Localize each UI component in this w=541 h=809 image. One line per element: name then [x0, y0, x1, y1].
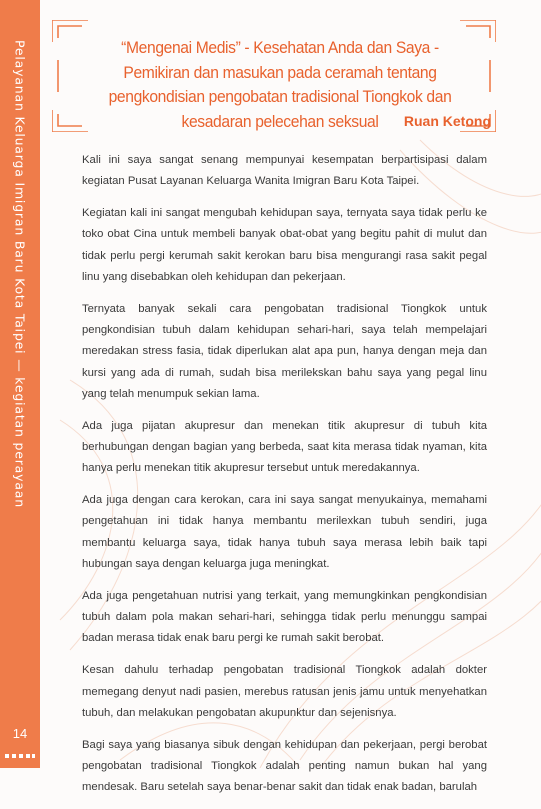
paragraph: Kali ini saya sangat senang mempunyai kesempatan berpartisipasi dalam kegiatan Pusat Layanan Keluarga Wanita Imigran Baru Kota Taipei. [82, 154, 487, 188]
paragraph: Ada juga pijatan akupresur dan menekan titik akupresur di tubuh kita berhubungan dengan bagian yang berbeda, saat kita merasa tidak nyaman, kita hanya perlu menekan titik akupresur tersebut untuk meredakannya. [82, 419, 487, 475]
paragraph: Ternyata banyak sekali cara pengobatan tradisional Tiongkok untuk pengkondisian tubuh dalam kehidupan sehari-hari, saya telah mempelajari meredakan stress fasia, tidak diperlukan alat apa pun, hanya dengan meja dan kursi yang ada di rumah, sudah bisa merilekskan bahu saya yang pegal linu yang telah menumpuk sekian lama. [82, 302, 487, 400]
paragraph: Ada juga pengetahuan nutrisi yang terkait, yang memungkinkan pengkondisian tubuh dalam pola makan sehari-hari, sehingga tidak perlu menunggu sampai badan merasa tidak enak baru pergi ke rumah sakit berobat. [82, 589, 487, 645]
author-name: Ruan Ketong [403, 113, 491, 129]
article-title: “Mengenai Medis” - Kesehatan Anda dan Saya - Pemikiran dan masukan pada ceramah tentang pengkondisian pengobatan tradisional Tiongkok dan kesadaran pelecehan seksual [108, 38, 452, 131]
paragraph: Bagi saya yang biasanya sibuk dengan kehidupan dan pekerjaan, pergi berobat pengobatan tradisional Tiongkok adalah penting namun bukan hal yang mendesak. Baru setelah saya benar-benar sakit dan tidak enak badan, barulah [82, 738, 487, 794]
side-bar [0, 0, 40, 768]
paragraph: Kesan dahulu terhadap pengobatan tradisional Tiongkok adalah dokter memegang denyut nadi pasien, merebus ratusan jenis jamu untuk menyehatkan tubuh, dan melakukan pengobatan akupunktur dan sejenisnya. [82, 664, 487, 719]
page-number: 14 [12, 726, 28, 741]
article-body [82, 150, 487, 809]
paragraph: Kegiatan kali ini sangat mengubah kehidupan saya, ternyata saya tidak perlu ke toko obat Cina untuk membeli banyak obat-obat yang begitu pahit di mulut dan tidak perlu pergi kerumah sakit kerokan baru bisa mengurangi rasa sakit pegal linu yang disebabkan oleh kehidupan dan pekerjaan. [82, 207, 487, 283]
decorative-dots-icon [4, 750, 36, 762]
paragraph: Ada juga dengan cara kerokan, cara ini saya sangat menyukainya, memahami pengetahuan ini tidak hanya membantu merilexkan tubuh sendiri, juga membantu keluarga saya, tidak hanya tubuh saya merasa lebih baik tapi hubungan saya dengan keluarga juga meningkat. [82, 494, 487, 571]
side-bar-caption: Pelayanan Keluarga Imigran Baru Kota Taipei — kegiatan perayaan [12, 40, 28, 508]
